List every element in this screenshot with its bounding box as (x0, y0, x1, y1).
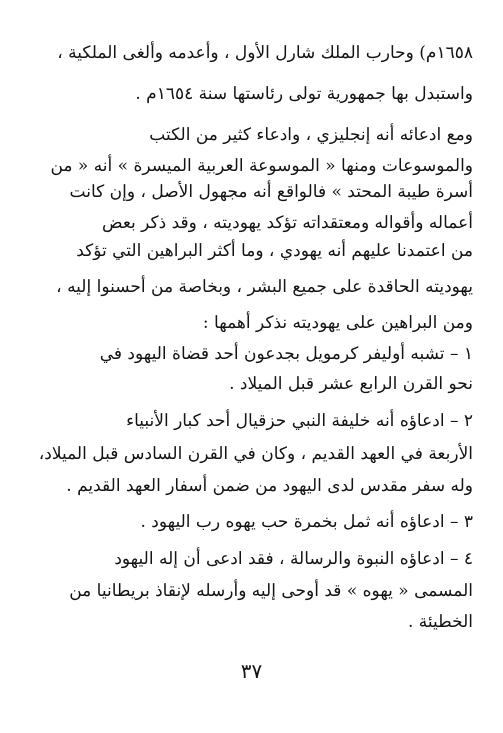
text-line: ٢ – ادعاؤه أنه خليفة النبي حزقيال أحد كبار الأنبياء (126, 411, 473, 431)
text-line: واستبدل بها جمهورية تولى رئاستها سنة ١٦٥٤م . (135, 84, 473, 104)
text-line: من اعتمدنا عليهم أنه يهودي ، وما أكثر البراهين التي تؤكد (76, 241, 473, 261)
text-line: نحو القرن الرابع عشر قبل الميلاد . (229, 374, 473, 394)
text-line: أعماله وأقواله ومعتقداته تؤكد يهوديته ، وقد ذكر بعض (102, 213, 473, 233)
text-line: المسمى « يهوه » قد أوحى إليه وأرسله لإنقاذ بريطانيا من (69, 581, 473, 601)
text-line: الخطيئة . (407, 612, 473, 632)
text-line: ٣ – ادعاؤه أنه ثمل بخمرة حب يهوه رب اليهود . (140, 512, 473, 532)
text-line: الأربعة في العهد القديم ، وكان في القرن السادس قبل الميلاد، (38, 444, 473, 464)
text-line: أسرة طيبة المحتد » فالواقع أنه مجهول الأصل ، وإن كانت (69, 182, 473, 202)
text-line: ٤ – ادعاؤه النبوة والرسالة ، فقد ادعى أن إله اليهود (114, 549, 473, 569)
text-line: ومع ادعائه أنه إنجليزي ، وادعاء كثير من الكتب (149, 125, 473, 145)
text-line: ١٦٥٨م) وحارب الملك شارل الأول ، وأعدمه وألغى الملكية ، (57, 43, 473, 63)
text-line: والموسوعات ومنها « الموسوعة العربية الميسرة » أنه « من (50, 156, 473, 176)
text-line: يهوديته الحاقدة على جميع البشر ، وبخاصة من أحسنوا إليه ، (56, 277, 473, 297)
text-line: وله سفر مقدس لدى اليهود من ضمن أسفار العهد القديم . (66, 476, 473, 496)
text-line: ١ – تشبه أوليفر كرمويل بجدعون أحد قضاة اليهود في (99, 344, 473, 364)
page-number: ٣٧ (240, 659, 263, 683)
text-line: ومن البراهين على يهوديته نذكر أهمها : (202, 313, 473, 333)
